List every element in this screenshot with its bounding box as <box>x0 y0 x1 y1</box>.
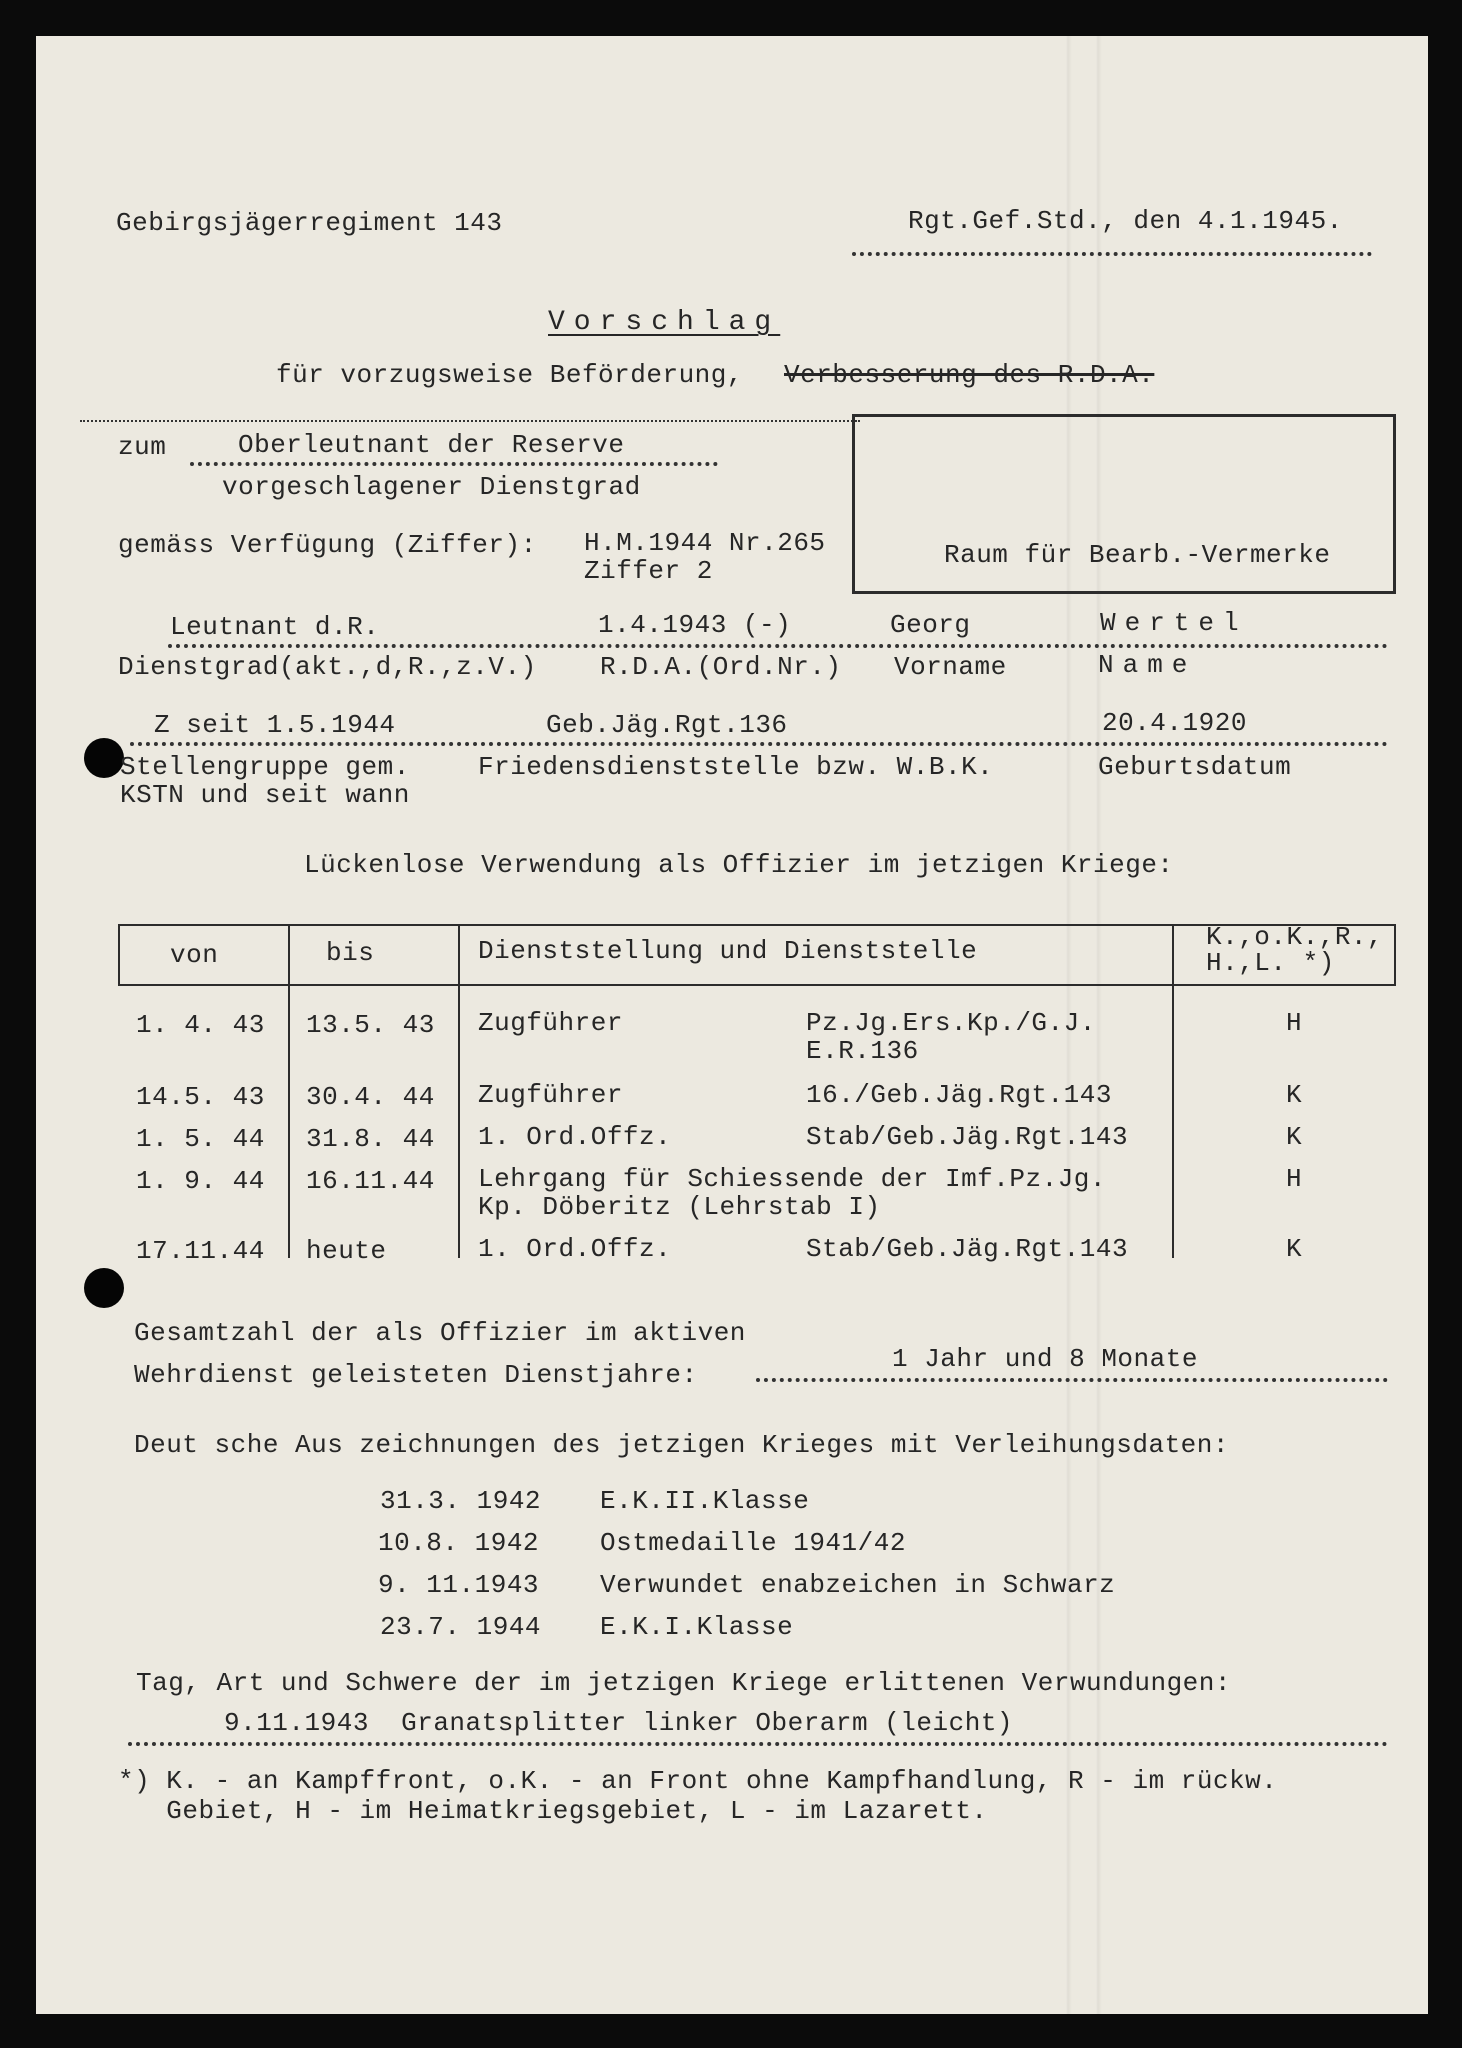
award-name: E.K.II.Klasse <box>600 1486 810 1516</box>
award-name: Verwundet enabzeichen in Schwarz <box>600 1570 1116 1600</box>
row-from: 14.5. 43 <box>136 1082 265 1112</box>
peace-unit: Geb.Jäg.Rgt.136 <box>546 710 788 740</box>
service-label-2: Wehrdienst geleisteten Dienstjahre: <box>134 1360 698 1390</box>
punch-hole-top <box>84 738 124 778</box>
proposed-rank: Oberleutnant der Reserve <box>238 430 625 460</box>
current-rank: Leutnant d.R. <box>170 612 380 642</box>
footnote-line-1: *) K. - an Kampffront, o.K. - an Front ohne Kampfhandlung, R - im rückw. <box>118 1766 1278 1796</box>
last-name-caption: Name <box>1098 650 1197 680</box>
row-from: 17.11.44 <box>136 1236 265 1266</box>
service-label-1: Gesamtzahl der als Offizier im aktiven <box>134 1318 746 1348</box>
service-value: 1 Jahr und 8 Monate <box>892 1344 1198 1374</box>
order-value-2: Ziffer 2 <box>584 556 713 586</box>
order-value-1: H.M.1944 Nr.265 <box>584 528 826 558</box>
birth-date-caption: Geburtsdatum <box>1098 752 1292 782</box>
col-header-code-2: H.,L. *) <box>1206 948 1335 978</box>
table-col-divider <box>1172 924 1174 1258</box>
row-role: Zugführer <box>478 1080 623 1110</box>
row-code: K <box>1286 1234 1303 1264</box>
order-label: gemäss Verfügung (Ziffer): <box>118 530 537 560</box>
group-caption-1: Stellengruppe gem. <box>120 752 410 782</box>
footnote-line-2: Gebiet, H - im Heimatkriegsgebiet, L - im Lazarett. <box>118 1796 988 1826</box>
rank-caption: Dienstgrad(akt.,d,R.,z.V.) <box>118 652 537 682</box>
awards-heading: Deut sche Aus zeichnungen des jetzigen Krieges mit Verleihungsdaten: <box>134 1430 1229 1460</box>
row-role: Lehrgang für Schiessende der Imf.Pz.Jg. <box>478 1164 1106 1194</box>
col-header-to: bis <box>326 938 375 968</box>
award-name: E.K.I.Klasse <box>600 1612 794 1642</box>
last-name: Wertel <box>1100 608 1248 638</box>
zum-label: zum <box>118 432 167 462</box>
table-right-border <box>1394 924 1396 986</box>
wounds-heading: Tag, Art und Schwere der im jetzigen Kriege erlittenen Verwundungen: <box>136 1668 1231 1698</box>
row-to: 30.4. 44 <box>306 1082 435 1112</box>
peace-unit-caption: Friedensdienststelle bzw. W.B.K. <box>478 752 994 782</box>
table-left-border <box>118 924 120 986</box>
row-role: 1. Ord.Offz. <box>478 1122 672 1152</box>
row-unit-2: E.R.136 <box>806 1036 919 1066</box>
award-date: 9. 11.1943 <box>378 1570 540 1600</box>
col-header-position: Dienststellung und Dienststelle <box>478 936 978 966</box>
dotted-line <box>168 644 1388 648</box>
row-to: 31.8. 44 <box>306 1124 435 1154</box>
dotted-line <box>852 252 1372 256</box>
award-name: Ostmedaille 1941/42 <box>600 1528 906 1558</box>
row-from: 1. 5. 44 <box>136 1124 265 1154</box>
award-date: 31.3. 1942 <box>380 1486 542 1516</box>
dotted-line <box>80 420 860 422</box>
row-unit: Stab/Geb.Jäg.Rgt.143 <box>806 1234 1129 1264</box>
award-date: 10.8. 1942 <box>378 1528 540 1558</box>
row-code: K <box>1286 1080 1303 1110</box>
rda-value: 1.4.1943 (-) <box>598 610 792 640</box>
dotted-line <box>128 1742 1388 1746</box>
row-to: 13.5. 43 <box>306 1010 435 1040</box>
dotted-line <box>130 742 1388 746</box>
row-unit: Pz.Jg.Ers.Kp./G.J. <box>806 1008 1096 1038</box>
row-role: 1. Ord.Offz. <box>478 1234 672 1264</box>
document-title: Vorschlag <box>548 307 781 338</box>
birth-date: 20.4.1920 <box>1102 708 1247 738</box>
dotted-line <box>756 1378 1388 1382</box>
usage-heading: Lückenlose Verwendung als Offizier im jetzigen Kriege: <box>304 850 1174 880</box>
unit-name: Gebirgsjägerregiment 143 <box>116 208 503 238</box>
dotted-line <box>190 462 718 466</box>
row-to: 16.11.44 <box>306 1166 435 1196</box>
row-unit: Stab/Geb.Jäg.Rgt.143 <box>806 1122 1129 1152</box>
row-to: heute <box>306 1236 387 1266</box>
table-col-divider <box>458 924 460 1258</box>
punch-hole-bottom <box>84 1268 124 1308</box>
box-caption: Raum für Bearb.-Vermerke <box>944 540 1331 570</box>
col-header-code-1: K.,o.K.,R., <box>1206 922 1384 952</box>
first-name-caption: Vorname <box>894 652 1007 682</box>
row-code: H <box>1286 1008 1303 1038</box>
row-unit: Kp. Döberitz (Lehrstab I) <box>478 1192 881 1222</box>
position-group: Z seit 1.5.1944 <box>154 710 396 740</box>
table-col-divider <box>288 924 290 1258</box>
first-name: Georg <box>890 610 971 640</box>
award-date: 23.7. 1944 <box>380 1612 542 1642</box>
subtitle-struck: Verbesserung des R.D.A. <box>784 360 1155 390</box>
row-from: 1. 4. 43 <box>136 1010 265 1040</box>
wounds-value: 9.11.1943 Granatsplitter linker Oberarm (leicht) <box>224 1708 1014 1738</box>
place-date: Rgt.Gef.Std., den 4.1.1945. <box>908 206 1343 236</box>
subtitle-purpose: für vorzugsweise Beförderung, <box>276 360 743 390</box>
table-top-border <box>118 924 1396 926</box>
row-code: K <box>1286 1122 1303 1152</box>
group-caption-2: KSTN und seit wann <box>120 780 410 810</box>
row-role: Zugführer <box>478 1008 623 1038</box>
rda-caption: R.D.A.(Ord.Nr.) <box>600 652 842 682</box>
row-unit: 16./Geb.Jäg.Rgt.143 <box>806 1080 1112 1110</box>
col-header-from: von <box>170 940 219 970</box>
row-code: H <box>1286 1164 1303 1194</box>
row-from: 1. 9. 44 <box>136 1166 265 1196</box>
table-header-border <box>118 984 1396 986</box>
proposed-rank-caption: vorgeschlagener Dienstgrad <box>222 472 641 502</box>
